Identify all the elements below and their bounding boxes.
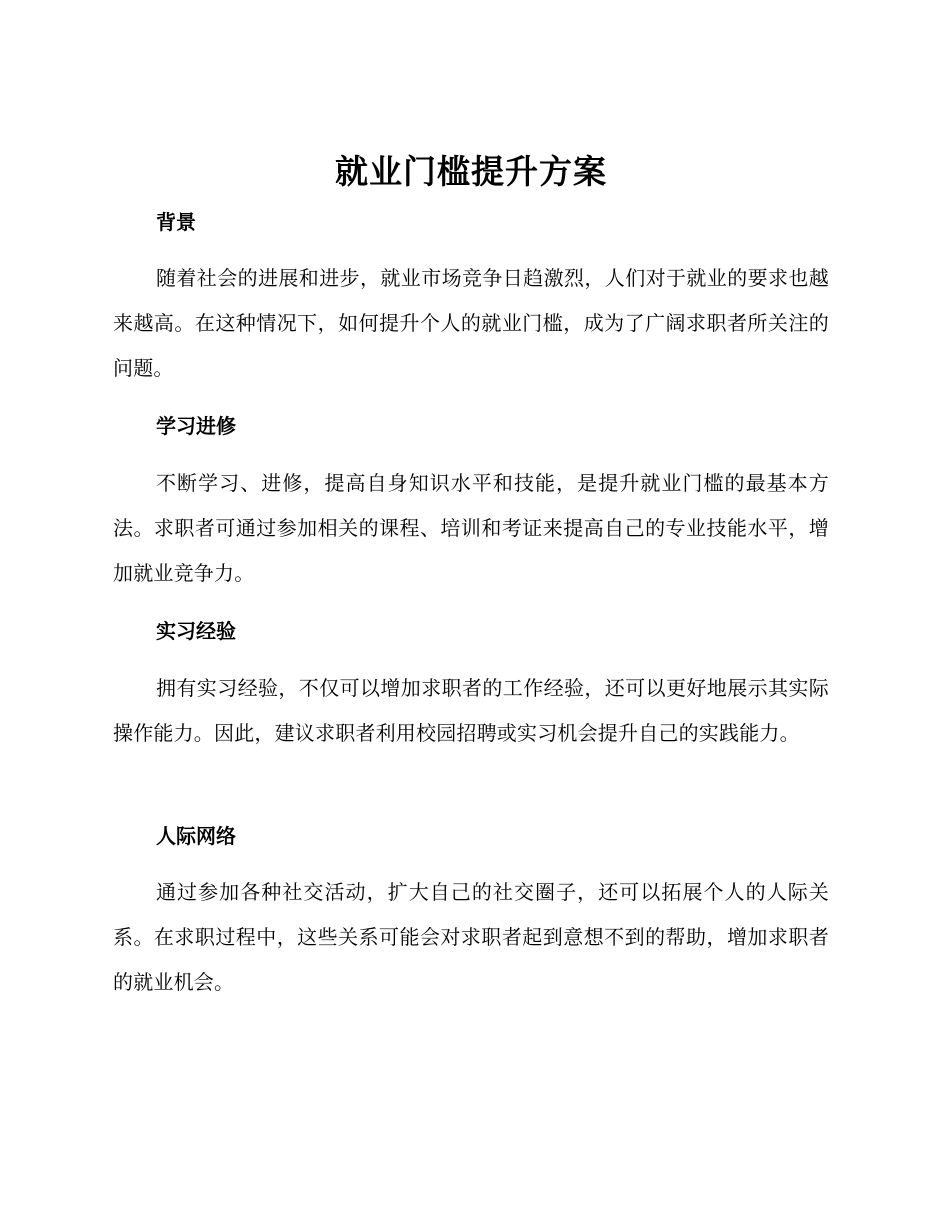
section-body-study: 不断学习、进修，提高自身知识水平和技能，是提升就业门槛的最基本方法。求职者可通过参加相关的课程、培训和考证来提高自己的专业技能水平，增加就业竞争力。 bbox=[113, 471, 829, 585]
section-body-internship: 拥有实习经验，不仅可以增加求职者的工作经验，还可以更好地展示其实际操作能力。因此，建议求职者利用校园招聘或实习机会提升自己的实践能力。 bbox=[113, 676, 829, 745]
section-heading-background: 背景 bbox=[156, 210, 196, 234]
document-title: 就业门槛提升方案 bbox=[335, 152, 607, 191]
section-body-background: 随着社会的进展和进步，就业市场竞争日趋激烈，人们对于就业的要求也越来越高。在这种情况下，如何提升个人的就业门槛，成为了广阔求职者所关注的问题。 bbox=[113, 266, 829, 380]
section-heading-network: 人际网络 bbox=[156, 824, 236, 848]
section-heading-internship: 实习经验 bbox=[156, 619, 236, 643]
section-heading-study: 学习进修 bbox=[156, 414, 236, 438]
section-body-network: 通过参加各种社交活动，扩大自己的社交圈子，还可以拓展个人的人际关系。在求职过程中，这些关系可能会对求职者起到意想不到的帮助，增加求职者的就业机会。 bbox=[113, 880, 829, 994]
